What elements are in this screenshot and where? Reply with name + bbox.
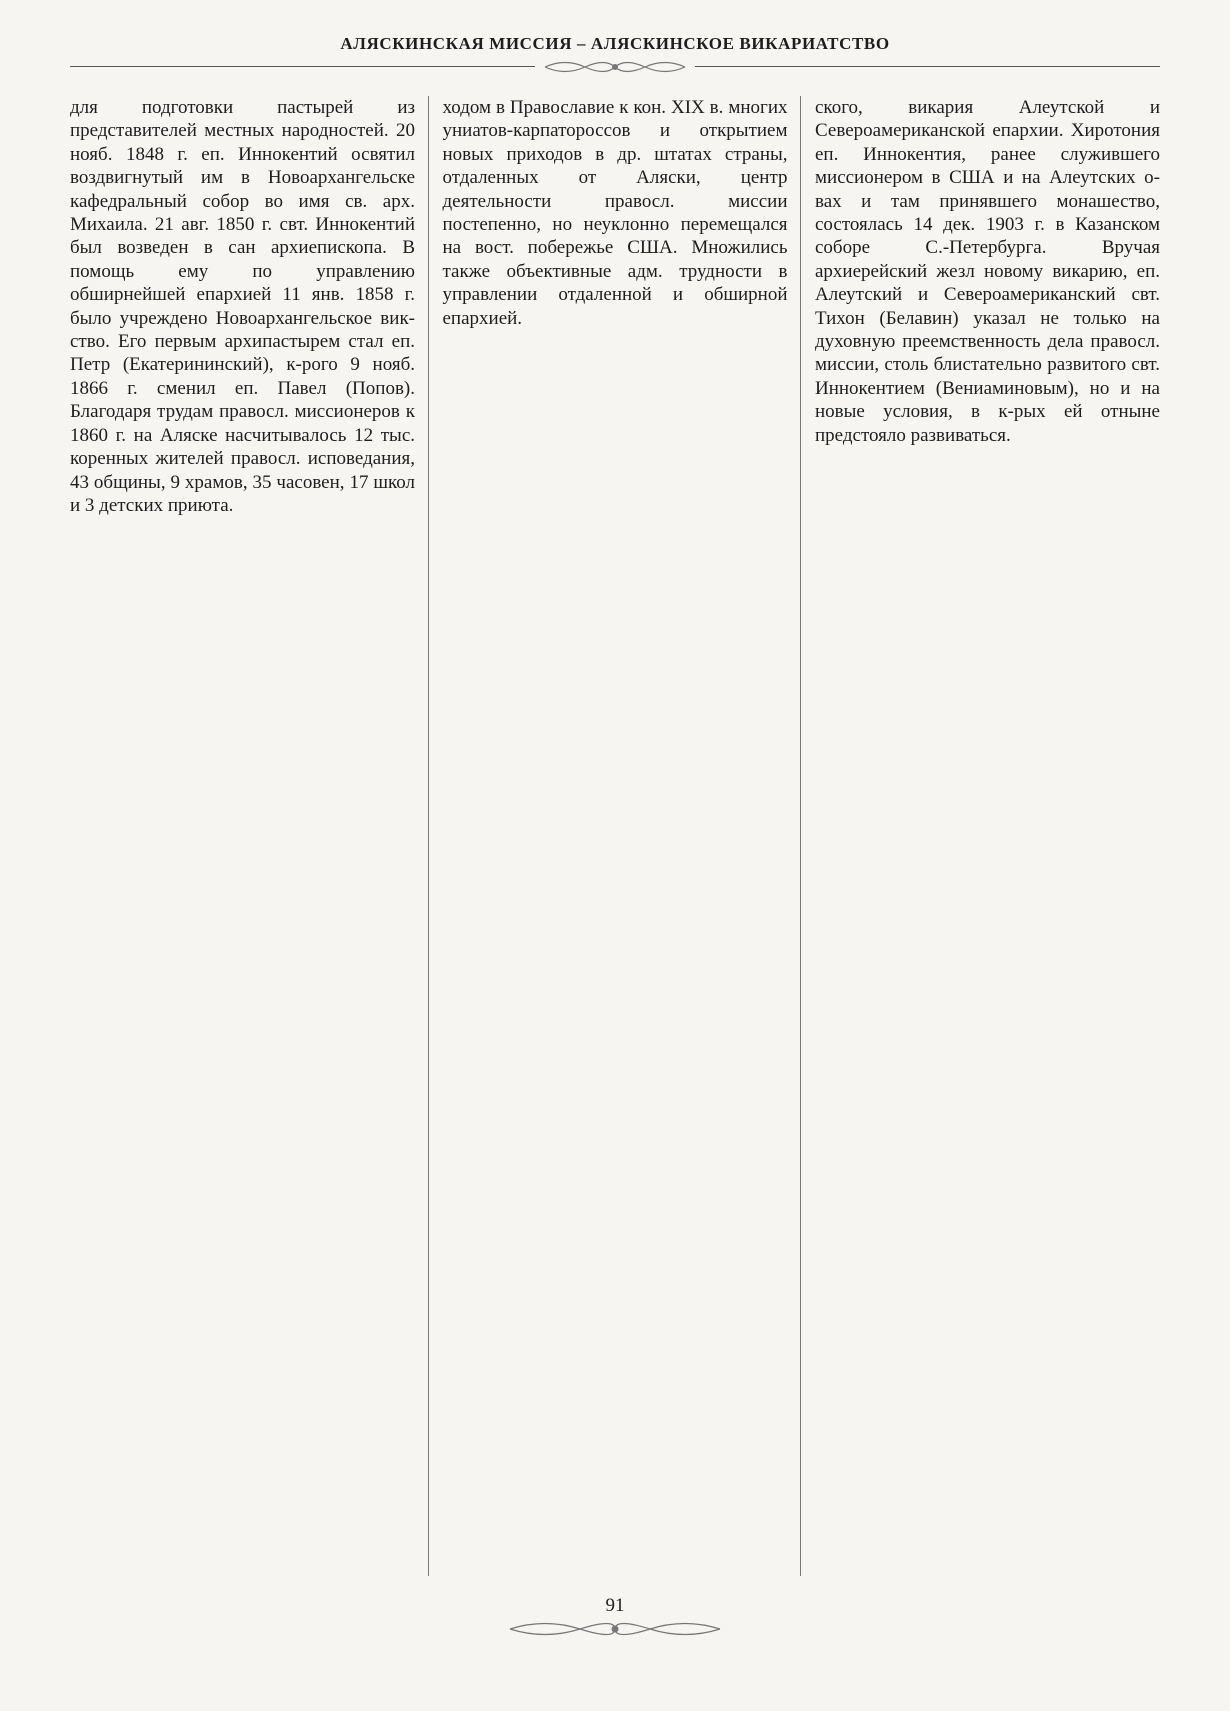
column-1 — [70, 96, 415, 1576]
running-head: АЛЯСКИНСКАЯ МИССИЯ – АЛЯСКИНСКОЕ ВИКАРИАТСТВО — [340, 34, 890, 53]
paragraph: ского, викария Алеутской и Североамериканской епархии. Хиротония еп. Иннокентия, ранее служившего миссионером в США и на Алеутских о-вах и там принявшего монашество, состоялась 14 дек. 1903 г. в Казанском соборе С.-Петербурга. Вручая архиерейский жезл новому викарию, еп. Алеутский и Североамериканский свт. Тихон (Белавин) указал не только на духовную преемственность дела правосл. миссии, столь блистательно развитого свт. Иннокентием (Вениаминовым), но и на новые условия, в к-рых ей отныне предстояло развиваться. — [815, 97, 1160, 446]
column-3 — [800, 96, 1160, 1576]
column-2 — [428, 96, 788, 1576]
footer-ornament — [505, 1618, 725, 1640]
header-ornament — [535, 58, 695, 76]
page-number: 91 — [605, 1595, 625, 1616]
text-columns — [70, 96, 1160, 1576]
paragraph: для подготовки пастырей из представителей местных народностей. 20 нояб. 1848 г. еп. Иннокентий освятил воздвигнутый им в Новоархангельске кафедральный собор во имя св. арх. Михаила. 21 авг. 1850 г. свт. Иннокентий был возведен в сан архиепископа. В помощь ему по управлению обширнейшей епархией 11 янв. 1858 г. было учреждено Новоархангельское вик-ство. Его первым архипастырем стал еп. Петр (Екатерининский), к-рого 9 нояб. 1866 г. сменил еп. Павел (Попов). Благодаря трудам правосл. миссионеров к 1860 г. на Аляске насчитывалось 12 тыс. коренных жителей правосл. исповедания, 43 общины, 9 храмов, 35 часовен, 17 школ и 3 детских приюта. — [70, 97, 415, 516]
paragraph: ходом в Православие к кон. XIX в. многих униатов-карпатороссов и открытием новых приходов в др. штатах страны, отдаленных от Аляски, центр деятельности правосл. миссии постепенно, но неуклонно перемещался на вост. побережье США. Множились также объективные адм. трудности в управлении отдаленной и обширной епархией. — [442, 97, 788, 329]
